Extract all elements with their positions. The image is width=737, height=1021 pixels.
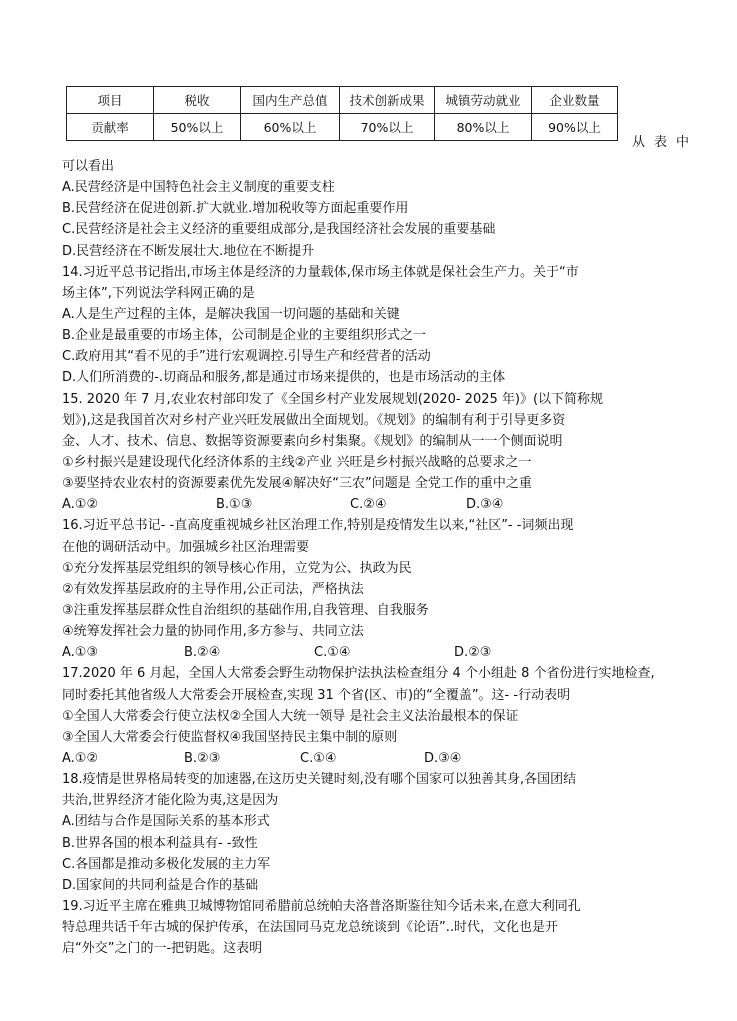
table-header-cell: 税收 <box>154 87 241 114</box>
question-18-stem: 共治,世界经济才能化险为夷,这是因为 <box>62 793 279 809</box>
statement-line: ③全国人大常委会行使监督权④我国坚持民主集中制的原则 <box>62 729 398 745</box>
statement-line: ②有效发挥基层政府的主导作用,公正司法，严格执法 <box>62 581 364 597</box>
question-19-stem: 特总理共话千年古城的保护传承，在法国同马克龙总统谈到《论语”..时代，文化也是开 <box>62 920 559 936</box>
option-a: A.①② <box>62 750 99 766</box>
option-line: A.团结与合作是国际关系的基本形式 <box>62 814 270 830</box>
table-header-row <box>67 87 618 114</box>
table-header-cell: 项目 <box>67 87 154 114</box>
option-b: B.②④ <box>184 645 221 661</box>
option-c: C.①④ <box>314 645 351 661</box>
option-c: C.①④ <box>300 750 337 766</box>
question-16-stem: 在他的调研活动中。加强城乡社区治理需要 <box>62 539 310 555</box>
table-cell: 90%以上 <box>532 114 618 141</box>
table-data-row <box>67 114 618 141</box>
option-a: A.①② <box>62 497 99 513</box>
question-16-options <box>62 642 702 663</box>
question-19-stem: 启“外交”之门的一-把钥匙。这表明 <box>62 941 263 957</box>
table-tail-text: 从表中 <box>632 135 699 150</box>
table-cell: 80%以上 <box>435 114 532 141</box>
question-15-options <box>62 494 702 515</box>
option-line: C.民营经济是社会主义经济的重要组成部分,是我国经济社会发展的重要基础 <box>62 222 496 238</box>
option-line: B.世界各国的根本利益具有- -致性 <box>62 835 258 851</box>
question-16-stem: 16.习近平总书记- -直高度重视城乡社区治理工作,特别是疫情发生以来,“社区”- -词频出现 <box>62 518 574 534</box>
statement-line: ①乡村振兴是建设现代化经济体系的主线②产业 兴旺是乡村振兴战略的总要求之一 <box>62 454 532 470</box>
question-17-stem: 同时委托其他省级人大常委会开展检查,实现 31 个省(区、市)的“全覆盖”。这- -行动表明 <box>62 687 571 703</box>
option-line: D.民营经济在不断发展壮大.地位在不断提升 <box>62 243 315 259</box>
option-d: D.③④ <box>466 497 504 513</box>
statement-line: ③注重发挥基层群众性自治组织的基础作用,自我管理、自我服务 <box>62 602 429 618</box>
statement-line: ④统筹发挥社会力量的协同作用,多方参与、共同立法 <box>62 624 364 640</box>
table-cell: 70%以上 <box>340 114 435 141</box>
option-line: A.民营经济是中国特色社会主义制度的重要支柱 <box>62 180 335 196</box>
question-18-stem: 18.疫情是世界格局转变的加速器,在这历史关键时刻,没有哪个国家可以独善其身,各国团结 <box>62 772 577 788</box>
question-14-stem: 场主体”,下列说法学科网正确的是 <box>62 285 255 301</box>
option-line: D.人们所消费的-.切商品和服务,都是通过市场来提供的，也是市场活动的主体 <box>62 370 506 386</box>
table-cell: 60%以上 <box>241 114 340 141</box>
table-header-cell: 城镇劳动就业 <box>435 87 532 114</box>
option-d: D.③④ <box>424 750 462 766</box>
option-line: B.企业是最重要的市场主体，公司制是企业的主要组织形式之一 <box>62 328 427 344</box>
table-header-cell: 企业数量 <box>532 87 618 114</box>
question-14-stem: 14.习近平总书记指出,市场主体是经济的力量载体,保市场主体就是保社会生产力。关于“市 <box>62 264 579 280</box>
option-line: C.政府用其“看不见的手”进行宏观调控.引导生产和经营者的活动 <box>62 349 431 365</box>
table-header-cell: 国内生产总值 <box>241 87 340 114</box>
question-15-stem: 划》),这是我国首次对乡村产业兴旺发展做出全面规划。《规划》的编制有利于引导更多资 <box>62 412 566 428</box>
table-cell: 50%以上 <box>154 114 241 141</box>
question-19-stem: 19.习近平主席在雅典卫城博物馆同希腊前总统帕夫洛普洛斯鉴往知今话未来,在意大利同孔 <box>62 898 581 914</box>
table-header-cell: 技术创新成果 <box>340 87 435 114</box>
question-17-options <box>62 748 702 769</box>
text-line: 可以看出 <box>62 159 115 174</box>
question-15-stem: 金、人才、技术、信息、数据等资源要素向乡村集聚。《规划》的编制从一一个侧面说明 <box>62 433 563 449</box>
option-c: C.②④ <box>350 497 387 513</box>
question-15-stem: 15. 2020 年 7 月,农业农村部印发了《全国乡村产业发展规划(2020- 2025 年)》(以下简称规 <box>62 391 604 407</box>
question-17-stem: 17.2020 年 6 月起，全国人大常委会野生动物保护法执法检查组分 4 个小组赴 8 个省份进行实地检查, <box>62 666 655 682</box>
table-cell: 贡献率 <box>67 114 154 141</box>
statement-line: ①充分发挥基层党组织的领导核心作用，立党为公、执政为民 <box>62 560 412 576</box>
option-b: B.②③ <box>184 750 221 766</box>
option-line: D.国家间的共同利益是合作的基础 <box>62 877 259 893</box>
option-d: D.②③ <box>454 645 492 661</box>
option-line: A.人是生产过程的主体，是解决我国一切问题的基础和关键 <box>62 306 400 322</box>
option-line: C.各国都是推动多极化发展的主力军 <box>62 856 271 872</box>
option-line: B.民营经济在促进创新.扩大就业.增加税收等方面起重要作用 <box>62 201 409 217</box>
statement-line: ①全国人大常委会行使立法权②全国人大统一领导 是社会主义法治最根本的保证 <box>62 708 519 724</box>
contribution-table <box>66 86 618 141</box>
option-b: B.①③ <box>216 497 253 513</box>
statement-line: ③要坚持农业农村的资源要素优先发展④解决好“三农”问题是 全党工作的重中之重 <box>62 476 532 492</box>
question-text <box>62 156 702 959</box>
option-a: A.①③ <box>62 645 99 661</box>
